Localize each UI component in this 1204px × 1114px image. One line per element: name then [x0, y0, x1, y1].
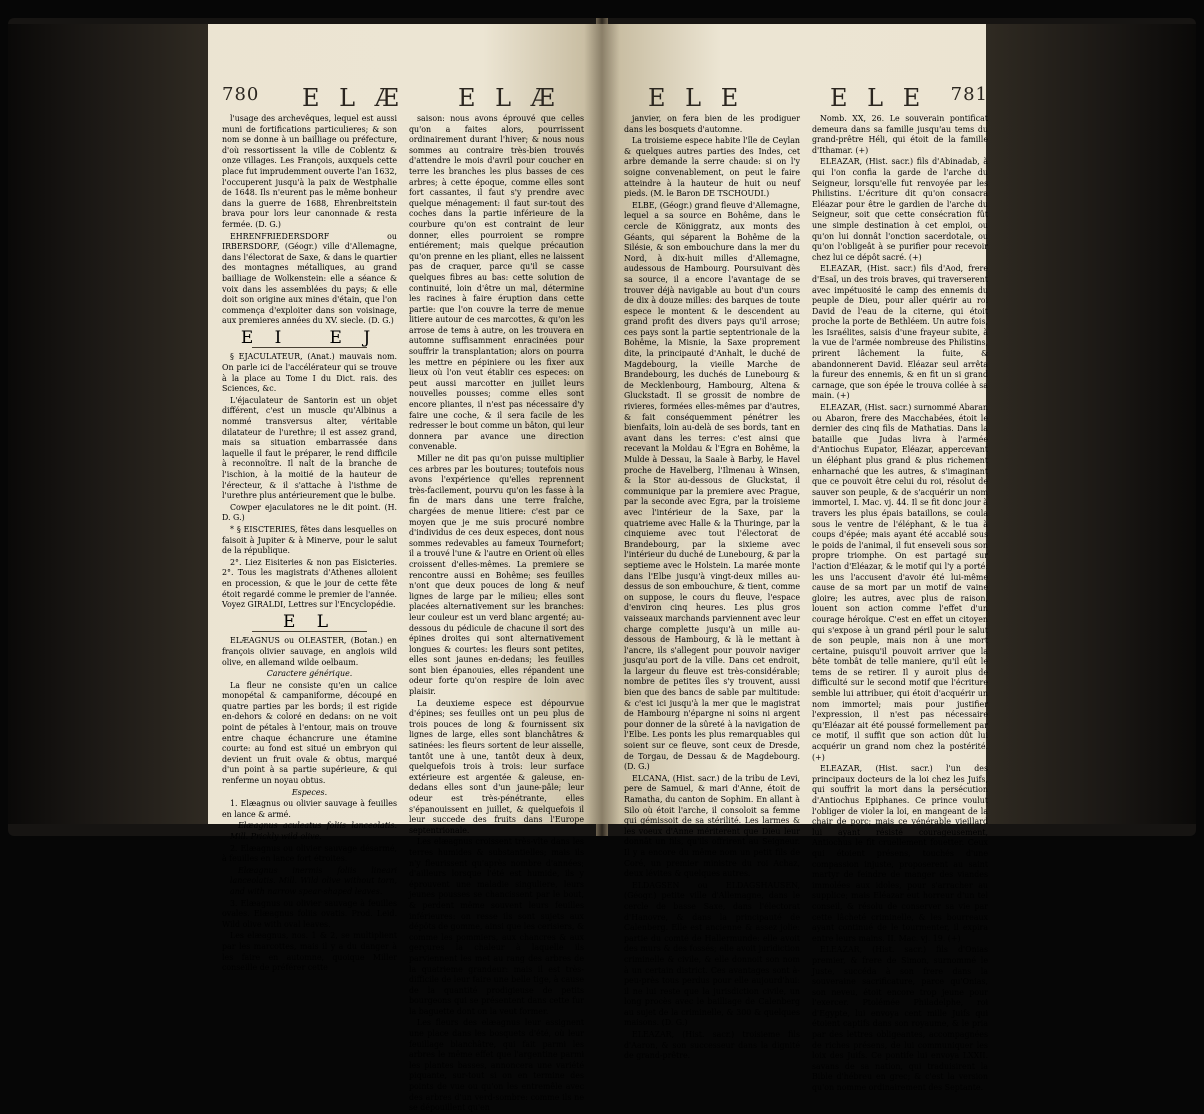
paragraph: 2°. Liez Eisiteries & non pas Eisicteries. 2°. Tous les magistrats d'Athenes alloient en procession, & que le jour de cette fête étoit regardé comme le premier de l'année. Voyez GIRALDI, Lettres sur l'Encyclopédie. [222, 557, 397, 610]
paragraph: Les fleurs des elæagnus leur assignent une place dans les bosquets d'été, où leur feuillage blanchâtre, qui fait parmi les arbres le même effet que l'argentine parmi les plantes basses, annoncera une variété piquante, sur-tout si on en termine des points de vue ou qu'on les entremêle avec des arbres d'un verd-sombre: comme ils ne se dépouillent qu'en [409, 1018, 584, 1113]
paragraph: ELÆAGNUS ou OLEASTER, (Botan.) en françois olivier sauvage, en anglois wild olive, en allemand wilde oelbaum. [222, 636, 397, 667]
paragraph: ELCANA, (Hist. sacr.) de la tribu de Levi, pere de Samuel, & mari d'Anne, étoit de Ramatha, du canton de Sophim. En allant à Silo où étoit l'arche, il consoloit sa femme qui gémissoit de sa stérilité. Les larmes & les voeux d'Anne mériterent que Dieu leur donnât un fils, qu'ils offrirent au Seigneur. Il y a encore du même nom un petit fils de Coré, un premier ministre du roi Achaz, deux lévites & quelques autres. [624, 773, 800, 879]
paragraph: La troisieme espece habite l'île de Ceylan & quelques autres parties des Indes, cet arbre demande la serre chaude: si on l'y soigne convenablement, on peut le faire atteindre à la hauteur de huit ou neuf pieds. (M. le Baron DE TSCHOUDI.) [624, 136, 800, 199]
paragraph: ELBE, (Géogr.) grand fleuve d'Allemagne, lequel a sa source en Bohême, dans le cercle de Königgratz, aux monts des Géants, qui séparent la Bohême de la Silésie, & son embouchure dans la mer du Nord, à dix-huit milles d'Allemagne, audessous de Hambourg. Poursuivant dès sa source, il a encore l'avantage de se trouver déjà navigable au bout d'un cours de dix à douze milles: des barques de toute espece le montent & le descendent au grand profit des divers pays qu'il arrose; ces pays sont la partie septentrionale de la Bohême, la Misnie, la Saxe proprement dite, la principauté d'Anhalt, le duché de Magdebourg, la vieille Marche de Brandebourg, les duchés de Lunebourg & de Mecklenbourg, Hambourg, Altena & Gluckstadt. Il se grossit de nombre de rivieres, formées elles-mêmes par d'autres, & fait conséquemment pénétrer les bienfaits, loin au-delà de ses bords, tant en avant dans les terres: c'est ainsi que recevant la Moldau & l'Egra en Bohême, la Mulde à Dessau, la Saale à Barby, le Havel proche de Havelberg, l'Ilmenau à Winsen, & la Stor au-dessous de Gluckstat, il communique par la premiere avec Prague, par la seconde avec Egra, par la troisieme avec l'intérieur de la Saxe, par la quatrieme avec Halle & la Thuringe, par la cinquieme avec tout l'électorat de Brandebourg, par la sixieme avec l'intérieur du duché de Lunebourg, & par la septieme avec le Holstein. La marée monte dans l'Elbe jusqu'à vingt-deux milles au-dessus de son embouchure, & tient, comme on suppose, le cours du fleuve, l'espace d'environ cinq heures. Les plus gros vaisseaux marchands parviennent avec leur charge complette jusqu'à un mille au-dessous de Hambourg, & là le mettant à l'ancre, ils s'allegent pour pouvoir naviger jusqu'au port de la ville. Dans cet endroit, la largeur du fleuve est très-considérable; nombre de petites îles s'y trouvent, aussi bien que des bancs de sable par multitude: & c'est ici jusqu'à la mer que le magistrat de Hambourg n'épargne ni soins ni argent pour donner de la sûreté à la navigation de l'Elbe. Les ponts les plus remarquables qui soient sur ce fleuve, sont ceux de Dresde, de Torgau, de Dessau & de Magdebourg. (D. G.) [624, 200, 800, 772]
paragraph: EHRENFRIEDERSDORF ou IRBERSDORF, (Géogr.) ville d'Allemagne, dans l'électorat de Saxe, & dans le quartier des montagnes métalliques, au grand bailliage de Wolkenstein: elle a séance & voix dans les assemblées du pays; & elle doit son origine aux mines d'étain, que l'on commença d'exploiter dans son voisinage, aux premieres années du XV. siecle. (D. G.) [222, 231, 397, 326]
paragraph: l'usage des archevêques, lequel est aussi muni de fortifications particulieres; & son nom se donne à un bailliage ou préfecture, d'où ressortissent la ville de Coblentz & onze villages. Les François, auxquels cette place fut imprudemment ouverte l'an 1632, l'occuperent jusqu'à la paix de Westphalie de 1648. Ils n'eurent pas le même bonheur dans la guerre de 1688, Ehrenbreitstein brava pour lors leur canonnade & resta fermée. (D. G.) [222, 114, 397, 229]
paragraph: Les elæagnus, nos. 1 & 2, se multiplient par les marcottes, mais il y a du danger à les faire en automne, quoique Miller conseille de préférer cette [222, 931, 397, 973]
right-page-number: 781 [950, 84, 988, 105]
subheading: Caractere générique. [266, 669, 353, 679]
paragraph: janvier, on fera bien de les prodiguer dans les bosquets d'automne. [624, 114, 800, 134]
book-spread [8, 18, 1196, 1113]
paragraph: Miller ne dit pas qu'on puisse multiplier ces arbres par les boutures; toutefois nous avons l'expérience qu'elles reprennent très-facilement, pourvu qu'on les fasse à la fin de mars dans une terre fraîche, chargées de menue litiere: c'est par ce moyen que je me suis procuré nombre d'individus de ces deux especes, dont nous sommes redevables au fameux Tournefort; il a trouvé l'une & l'autre en Orient où elles croissent d'elles-mêmes. La premiere se rencontre aussi en Bohême; ses feuilles n'ont que deux pouces de long & neuf lignes de large par le milieu; elles sont placées alternativement sur les branches: leur couleur est un verd blanc argenté; au-dessous du pédicule de chacune il sort des épines droites qui sont alternativement longues & courtes: les fleurs sont petites, elles sont jaunes en-dedans; les feuilles sont bien épanouies, elles répandent une odeur forte qu'on respire de loin avec plaisir. [409, 454, 584, 697]
right-edge-shadow [986, 24, 1196, 824]
column-1 [222, 114, 397, 973]
left-edge-shadow [8, 24, 208, 824]
right-head-word-a: E L E [648, 84, 745, 112]
paragraph: ELEAZAR, (Hist. sacr.) surnommé Abaran ou Abaron, frere des Macchabées, étoit le dernier des cinq fils de Mathatias. Dans la bataille que Judas livra à l'armée d'Antiochus Eupator, Eléazar, appercevant un éléphant plus grand & plus richement enharnaché que les autres, & s'imaginant que ce pouvoit être celui du roi, résolut de sauver son peuple, & de s'acquérir un nom immortel, I. Mac. vj. 44. Il se fit donc jour à travers les plus épais bataillons, se coula sous le ventre de l'éléphant, & le tua à coups d'épée; mais ayant été accablé sous le poids de l'animal, il fut enseveli sous son propre triomphe. On est partagé sur l'action d'Eléazar, & le motif qui l'y a porté: les uns l'accusent d'avoir été lui-même cause de sa mort par un motif de vaine gloire; les autres, avec plus de raison, louent son action comme l'effet d'un courage héroïque. C'est en effet un citoyen qui s'expose à un grand péril pour le salut de son peuple, mais non à une mort certaine, puisqu'il pouvoit arriver que la bête tombât de telle maniere, qu'il eût le tems de se retirer. Il y auroit plus de difficulté sur le second motif que l'écriture semble lui attribuer, qui étoit d'acquérir un nom immortel; mais pour justifier l'expression, il n'est pas nécessaire qu'Eléazar ait été poussé formellement par ce motif, il suffit que son action dût lui acquérir un grand nom chez la postérité. (+) [812, 403, 988, 762]
paragraph: ELEAZAR, (Hist. sacr.) fils d'Onias premier, & frere de Simon, surnommé le Juste, succéda à son frere dans la souveraine sacrificature, parce qu'Onias, son neveu, étoit encore trop jeune pour l'exercer. Ptolémée Philadelphe, roi d'Egypte, lui envoya cent mille Juifs qui étoient captifs dans son royaume, & le pria par des lettres obligeantes, accompagnées de riches présens, de lui communiquer les loix des Juifs. Ce pontife lui envoya LXXII. savans de sa nation, qui traduisirent la Bible d'hébreu en grec; & c'est la version qu'on nomme ordinairement des Septante. [812, 945, 988, 1093]
section-heading-el: E L [282, 611, 337, 632]
right-page-columns [624, 114, 988, 1093]
left-head-word-b: E L Æ [458, 84, 561, 112]
paragraph: Elæagnus inermis foliis lineari lanceolatis. Mill. Wild olive without torn, and with narrow spear-shaped leaves. [230, 865, 397, 896]
paragraph: Elæagnus aculeatus foliis lanceolatis. Mill. Prickly wild olive. [230, 821, 397, 841]
paragraph: § EJACULATEUR, (Anat.) mauvais nom. On parle ici de l'accélérateur qui se trouve à la place au Tome I du Dict. rais. des Sciences, &c. [222, 352, 397, 394]
paragraph: L'éjaculateur de Santorin est un objet différent, c'est un muscle qu'Albinus a nommé transversus alter, véritable dilatateur de l'urethre; il est assez grand, mais sa situation embarrassée dans laquelle il faut le préparer, le rend difficile à reconnoître. Il naît de la branche de l'ischion, à la moitié de la hauteur de l'érecteur, & il s'attache à l'isthme de l'urethre plus antérieurement que le bulbe. [222, 395, 397, 501]
paragraph: Cowper ejaculatores ne le dit point. (H. D. G.) [222, 502, 397, 523]
left-page-columns [222, 114, 584, 1113]
column-2 [409, 114, 584, 1113]
column-4 [812, 114, 988, 1093]
right-running-head [624, 84, 988, 112]
left-head-word-a: E L Æ [302, 84, 405, 112]
paragraph: ELEAZAR, (Hist. sacr.) troisieme fils d'Aaron, & son successeur dans la dignité de grand-prêtre. [624, 1030, 800, 1061]
section-heading-ei-ej: E I E J [240, 327, 379, 348]
paragraph: ELEAZAR, (Hist. sacr.) l'un des principaux docteurs de la loi chez les Juifs, qui souffrit la mort dans la persécution d'Antiochus Epiphanes. Ce prince voulut l'obliger de violer la loi, en mangeant de la chair de porc; mais ce vénérable vieillard lui ayant résisté courageusement, Antiochus le fit cruellement fouetter. Ceux qui étoient présens, touchés d'une compassion injuste, proposerent au saint martyr de feindre de manger des viandes immolées aux idoles, pour s'arracher au supplice; mais Eléazar eut horreur d'un tel conseil, & résolu de conserver sa vie par cette lâcheté criminelle, & les bourreaux ayant continué de le tourmenter, il expira entre leurs mains. II. Mac. vj. 19. (+) [812, 764, 988, 943]
paragraph: La deuxieme espece est dépourvue d'épines; ses feuilles ont un peu plus de trois pouces de long & fournissent six lignes de large, elles sont blanchâtres & satinées: les fleurs sortent de leur aisselle, tantôt une à une, tantôt deux à deux, quelquefois trois à trois: leur surface extérieure est argentée & galeuse, en-dedans elles sont d'un jaune-pâle; leur odeur est très-pénétrante, elles s'épanouissent en juillet, & quelquefois il leur succede des fruits dans l'Europe septentrionale. [409, 698, 584, 835]
paragraph: 1. Elæagnus ou olivier sauvage à feuilles en lance & armé. [222, 799, 397, 819]
paragraph: ELEAZAR, (Hist. sacr.) fils d'Abinadab, à qui l'on confia la garde de l'arche du Seigneur, lorsqu'elle fut renvoyée par les Philistins. L'écriture dit qu'on consacra Eléazar pour être le gardien de l'arche du Seigneur, soit que cette consécration fût une simple destination à cet emploi, ou qu'on lui donnât l'onction sacerdotale, ou qu'on l'obligeât à se purifier pour recevoir chez lui ce dépôt sacré. (+) [812, 157, 988, 262]
left-page-number: 780 [222, 84, 260, 105]
paragraph: 2. Elæagnus ou olivier sauvage désarmé, à feuilles en lance fort étroites. [222, 843, 397, 864]
paragraph: ELEAZAR, (Hist. sacr.) fils d'Aod, frere d'Esaï, un des trois braves, qui traverserent avec impétuosité le camp des ennemis du peuple de Dieu, pour aller quérir au roi David de l'eau de la citerne, qui étoit proche la porte de Bethléem. Un autre fois, les Israélites, saisis d'une frayeur subite, à la vue de l'armée nombreuse des Philistins, prirent lâchement la fuite, & abandonnerent David. Eléazar seul arrêta la fureur des ennemis, & en fit un si grand carnage, que son épée le trouva collée à sa main. (+) [812, 264, 988, 401]
paragraph: 3. Elæagnus ou olivier sauvage à feuilles ovales. Elæagnus foliis ovatis. Prod. Leid. Wild olive with oval leaves. [222, 898, 397, 929]
right-head-word-b: E L E [830, 84, 927, 112]
paragraph: La fleur ne consiste qu'en un calice monopétal & campaniforme, découpé en quatre parties par les bords; il est rigide en-dehors & coloré en dedans: on ne voit point de pétales à l'entour, mais on trouve entre chaque échancrure une étamine courte: au fond est situé un embryon qui devient un fruit ovale & obtus, marqué d'un point à sa partie supérieure, & qui renferme un noyau obtus. [222, 680, 397, 786]
column-3 [624, 114, 800, 1061]
paragraph: saison: nous avons éprouvé que celles qu'on a faites alors, pourrissent ordinairement durant l'hiver; & nous nous sommes au contraire très-bien trouvés d'attendre le mois d'avril pour coucher en terre les branches les plus basses de ces arbres; à cette époque, comme elles sont fort cassantes, il faut s'y prendre avec quelque ménagement: il faut sur-tout des coches dans la partie inférieure de la courbure qu'on est contraint de leur donner, elles pourroient se rompre entiérement; mais quelque précaution qu'on prenne en les pliant, elles ne laissent pas de craquer, parce qu'il se casse quelques fibres au bas: cette solution de continuité, loin d'être un mal, détermine les racines à faire éruption dans cette partie: que l'on couvre la terre de menue litiere autour de ces marcottes, & qu'on les arrose de tems à autre, on les trouvera en automne suffisamment enracinées pour souffrir la transplantation; alors on pourra les mettre en pépiniere ou les fixer aux lieux où l'on veut établir ces especes: on peut aussi marcotter en juillet leurs nouvelles pousses; comme elles sont encore pliantes, il n'est pas nécessaire d'y faire une coche, & il sera facile de les redresser le bout comme un bâton, qui leur donnera par avance une direction convenable. [409, 114, 584, 452]
paragraph: ELDAGSEN ou ELDAGSHAUSEN, (Géogr.) petite ville d'Allemagne, dans le cercle de basse Saxe, dans l'électorat d'Hanovre, & dans la principauté de Calenberg. Elle est ancienne & assez jolie: partie du comté de Hallermunde: elle avoit des murs & des fossés; elle avoit juridiction criminelle & civile, & elle donnoit son nom à un certain district. Ces avantages sont à-peu-près tous perdus pour elle aujourd'hui: il ne lui reste que la jurisdiction civile, un long procès avec le bailliage de Calenberg au sujet de la criminelle, & 300 & quelques maisons. (D. G.) [624, 880, 800, 1028]
paragraph: * § EISCTERIES, fêtes dans lesquelles on faisoit à Jupiter & à Minerve, pour le salut de la république. [222, 524, 397, 556]
left-running-head [222, 84, 584, 112]
paragraph: Les elæagnus croissent très-vîte dans les terres humides & substantielles; mais ils n'y fleurissent qu'après nombre d'années; d'ailleurs lorsque l'été est humide, ils y éprouvent une maladie singuliere, leurs jeunes pousses se chancissent par le bout, & perdent même souvent leurs feuilles inférieures: on resse ils sont sujets aux dépôts de gomme, ainsi que les cerisiers, & comme les pommiers, aux chancres & aux gerçures la chaleur à laquelle ils parviennent les met au rang des arbres de la quatrieme grandeur: mais il est très-difficile de leur faire une belle tige, à cause de la quantité prodigieuse de petits bourgeons qui se présentent dans cette fur la baguette dont on la veut former. [409, 837, 584, 1016]
subheading: Especes. [291, 787, 328, 797]
paragraph: Nomb. XX, 26. Le souverain pontificat demeura dans sa famille jusqu'au tems du grand-prêtre Héli, qui étoit de la famille d'Ithamar. (+) [812, 114, 988, 155]
